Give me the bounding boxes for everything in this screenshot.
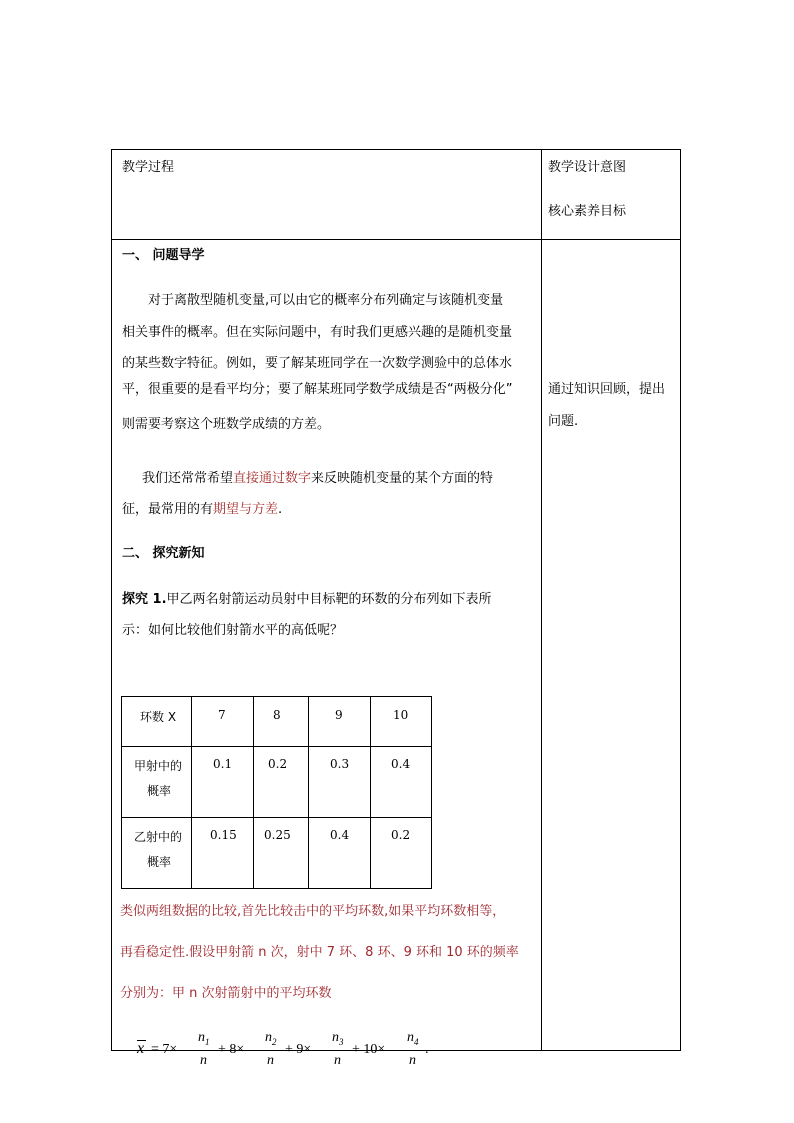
- row-header-jia-1: 甲射中的: [134, 759, 183, 773]
- jia-prob-9: 0.3: [330, 757, 350, 771]
- para2-line-1: 我们还常常希望直接通过数字来反映随机变量的某个方面的特: [142, 471, 494, 486]
- frac1-bar: [197, 1050, 212, 1051]
- para2-line-2: 征，最常用的有期望与方差.: [122, 502, 283, 517]
- formula-plus8: + 8×: [218, 1042, 245, 1057]
- explore-line-1: 探究 1.甲乙两名射箭运动员射中目标靶的环数的分布列如下表所: [122, 592, 492, 607]
- frac4-den: n: [409, 1053, 416, 1068]
- analysis-line-1: 类似两组数据的比较,首先比较击中的平均环数,如果平均环数相等，: [120, 904, 506, 919]
- row-header-yi-1: 乙射中的: [134, 830, 183, 844]
- frac2-bar: [264, 1050, 279, 1051]
- header-core-literacy: 核心素养目标: [548, 204, 627, 219]
- frac4-bar: [406, 1050, 421, 1051]
- explore-label: 探究 1.: [122, 592, 167, 607]
- para1-line-4: 平，很重要的是看平均分；要了解某班同学数学成绩是否“两极分化”: [122, 382, 513, 397]
- yi-prob-9: 0.4: [330, 828, 350, 842]
- intent-line-1: 通过知识回顾，提出: [548, 382, 666, 397]
- frac1-den: n: [200, 1053, 207, 1068]
- frac3-num: $n_3$: [332, 1030, 344, 1047]
- section2-title: 二、 探究新知: [122, 546, 205, 561]
- header-design-intent: 教学设计意图: [548, 160, 627, 175]
- analysis-line-2: 再看稳定性.假设甲射箭 n 次，射中 7 环、8 环、9 环和 10 环的频率: [120, 945, 519, 960]
- para1-line-1: 对于离散型随机变量,可以由它的概率分布列确定与该随机变量: [148, 293, 504, 308]
- row-header-yi-2: 概率: [147, 855, 172, 869]
- analysis-line-3: 分别为：甲 n 次射箭射中的平均环数: [120, 986, 332, 1001]
- formula-eq7: = 7×: [151, 1042, 178, 1057]
- para1-line-5: 则需要考察这个班数学成绩的方差。: [122, 417, 331, 432]
- frac3-den: n: [334, 1053, 341, 1068]
- header-divider: [112, 239, 680, 240]
- yi-prob-8: 0.25: [264, 828, 291, 842]
- explore-line-2: 示：如何比较他们射箭水平的高低呢？: [122, 623, 344, 638]
- row-header-x: 环数 X: [140, 710, 177, 724]
- lesson-table: [111, 149, 681, 1051]
- x-value-7: 7: [218, 708, 226, 722]
- intent-line-2: 问题.: [548, 414, 579, 429]
- frac4-num: $n_4$: [407, 1030, 419, 1047]
- jia-prob-7: 0.1: [213, 757, 233, 771]
- jia-prob-8: 0.2: [268, 757, 288, 771]
- x-value-10: 10: [393, 708, 409, 722]
- para1-line-2: 相关事件的概率。但在实际问题中，有时我们更感兴趣的是随机变量: [122, 325, 513, 340]
- row-header-jia-2: 概率: [147, 784, 172, 798]
- column-divider: [541, 150, 542, 1050]
- highlight-direct-numbers: 直接通过数字: [233, 471, 312, 486]
- formula-plus9: + 9×: [285, 1042, 312, 1057]
- frac2-den: n: [267, 1053, 274, 1068]
- mean-formula: [135, 1030, 445, 1072]
- formula-xbar: x: [137, 1040, 145, 1057]
- yi-prob-7: 0.15: [210, 828, 237, 842]
- yi-prob-10: 0.2: [391, 828, 411, 842]
- formula-period: .: [425, 1042, 429, 1057]
- x-value-8: 8: [273, 708, 281, 722]
- highlight-expectation-variance: 期望与方差: [213, 502, 279, 517]
- para1-line-3: 的某些数字特征。例如，要了解某班同学在一次数学测验中的总体水: [122, 356, 513, 371]
- frac1-num: $n_1$: [198, 1030, 210, 1047]
- formula-plus10: + 10×: [352, 1042, 386, 1057]
- x-value-9: 9: [335, 708, 343, 722]
- header-teaching-process: 教学过程: [122, 160, 175, 175]
- section1-title: 一、 问题导学: [122, 248, 205, 263]
- frac2-num: $n_2$: [265, 1030, 277, 1047]
- distribution-table: [121, 696, 432, 889]
- frac3-bar: [331, 1050, 346, 1051]
- jia-prob-10: 0.4: [391, 757, 411, 771]
